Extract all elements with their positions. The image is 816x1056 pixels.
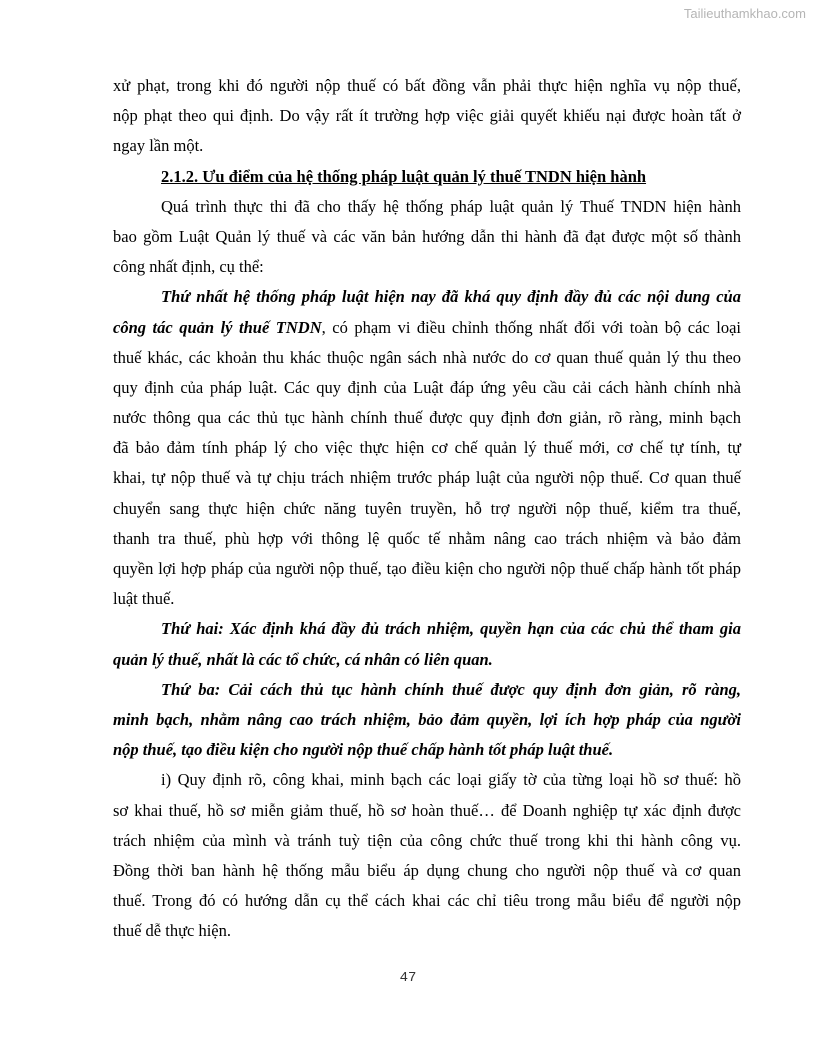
text-line: ngay lần một.	[113, 136, 204, 156]
text-line: bao gồm Luật Quản lý thuế và các văn bản hướng dẫn thi hành đã đạt được một số thành	[113, 226, 741, 246]
document-body	[113, 71, 741, 946]
text-line: chuyển sang thực hiện chức năng tuyên truyền, hỗ trợ người nộp thuế, kiểm tra thuế,	[113, 498, 741, 518]
text-line: thanh tra thuế, phù hợp với thông lệ quốc tế nhằm nâng cao trách nhiệm và bảo đảm	[113, 528, 741, 548]
emphasis-line: Thứ ba: Cải cách thủ tục hành chính thuế được quy định đơn giản, rõ ràng,	[161, 679, 741, 699]
text-line: khai, tự nộp thuế và tự chịu trách nhiệm trước pháp luật của người nộp thuế. Cơ quan thuế	[113, 468, 741, 488]
text-line: Quá trình thực thi đã cho thấy hệ thống pháp luật quản lý Thuế TNDN hiện hành	[161, 196, 741, 216]
text-line	[113, 313, 741, 343]
text-line: nộp phạt theo qui định. Do vậy rất ít trường hợp việc giải quyết khiếu nại được hoàn tất ở	[113, 106, 741, 126]
text-line: công nhất định, cụ thể:	[113, 257, 264, 277]
text-line: thuế dễ thực hiện.	[113, 921, 231, 941]
text-line: quy định của pháp luật. Các quy định của Luật đáp ứng yêu cầu cải cách hành chính nhà	[113, 377, 741, 397]
text-line: trách nhiệm của mình và tránh tuỳ tiện của công chức thuế trong khi thi hành công vụ.	[113, 830, 741, 850]
emphasis-text: công tác quản lý thuế TNDN	[113, 317, 322, 337]
text-line: thuế. Trong đó có hướng dẫn cụ thể cách khai các chỉ tiêu trong mẫu biểu để người nộp	[113, 891, 741, 911]
emphasis-line: Thứ hai: Xác định khá đầy đủ trách nhiệm, quyền hạn của các chủ thể tham gia	[161, 619, 741, 639]
page-number: 47	[399, 970, 417, 986]
text-line: xử phạt, trong khi đó người nộp thuế có bất đồng vẫn phải thực hiện nghĩa vụ nộp thuế,	[113, 76, 741, 95]
text-line: luật thuế.	[113, 589, 175, 609]
text-line: nước thông qua các thủ tục hành chính thuế được quy định đơn giản, rõ ràng, minh bạch	[113, 408, 741, 428]
text-line: đã bảo đảm tính pháp lý cho việc thực hiện cơ chế quản lý thuế mới, cơ chế tự tính, tự	[113, 438, 741, 458]
emphasis-line: quản lý thuế, nhất là các tổ chức, cá nhân có liên quan.	[113, 649, 493, 669]
watermark: Tailieuthamkhao.com	[683, 6, 806, 21]
text-line: sơ khai thuế, hồ sơ miễn giảm thuế, hồ sơ hoàn thuế… để Doanh nghiệp tự xác định được	[113, 800, 741, 820]
text-line: thuế khác, các khoản thu khác thuộc ngân sách nhà nước do cơ quan thuế quản lý thu theo	[113, 347, 741, 367]
text-line: i) Quy định rõ, công khai, minh bạch các loại giấy tờ của từng loại hồ sơ thuế: hồ	[161, 770, 741, 790]
emphasis-line: Thứ nhất hệ thống pháp luật hiện nay đã khá quy định đầy đủ các nội dung của	[161, 287, 741, 307]
text-line: quyền lợi hợp pháp của người nộp thuế, tạo điều kiện cho người nộp thuế chấp hành tốt pháp	[113, 559, 741, 578]
text-span: , có phạm vi điều chỉnh thống nhất đối với toàn bộ các loại	[321, 317, 741, 337]
section-heading: 2.1.2. Ưu điểm của hệ thống pháp luật quản lý thuế TNDN hiện hành	[161, 166, 647, 186]
emphasis-line: nộp thuế, tạo điều kiện cho người nộp thuế chấp hành tốt pháp luật thuế.	[113, 740, 614, 760]
text-line: Đồng thời ban hành hệ thống mẫu biểu áp dụng chung cho người nộp thuế và cơ quan	[113, 860, 741, 880]
emphasis-line: minh bạch, nhằm nâng cao trách nhiệm, bảo đảm quyền, lợi ích hợp pháp của người	[113, 709, 741, 729]
